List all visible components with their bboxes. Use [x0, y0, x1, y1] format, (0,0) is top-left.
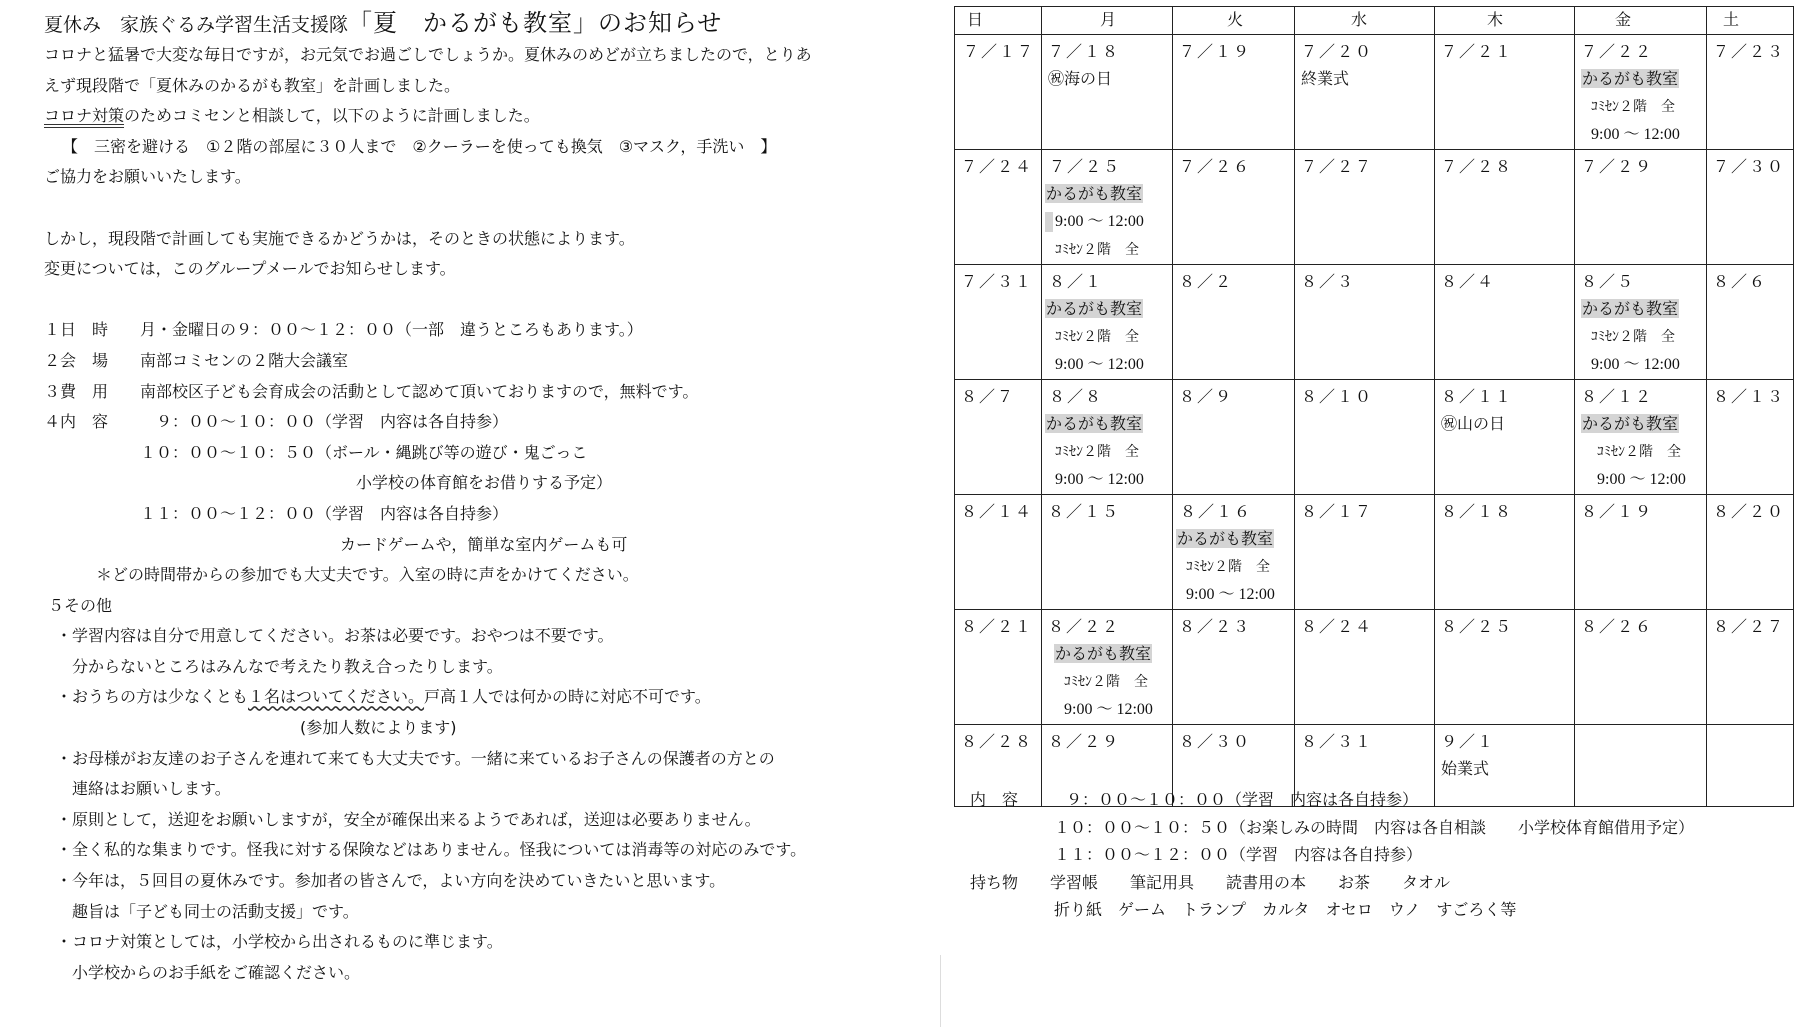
- holiday-note: ㊗海の日: [1048, 69, 1113, 88]
- date: ８／２８: [961, 732, 1034, 751]
- weekday-fri: 金: [1575, 7, 1707, 35]
- summary-content-3: １１：００～１２：００（学習 内容は各自持参）: [1054, 845, 1423, 865]
- calendar-week: [955, 35, 1794, 150]
- item-cost: ３費 用 南部校区子ども会育成会の活動として認めて頂いておりますので，無料です。: [44, 381, 699, 401]
- item-date: １日 時 月・金曜日の９：００～１２：００（一部 違うところもあります。）: [44, 320, 643, 340]
- date: ７／３０: [1713, 157, 1786, 176]
- class-venue: ｺﾐｾﾝ２階 全: [1186, 559, 1270, 575]
- date: ７／３１: [961, 272, 1034, 291]
- date: ８／２３: [1179, 617, 1252, 636]
- date: ７／１８: [1048, 42, 1121, 61]
- other-3b: 連絡はお願いします。: [72, 779, 231, 799]
- class-label: かるがも教室: [1046, 299, 1143, 318]
- date: ７／１９: [1179, 42, 1252, 61]
- class-time: 9:00 ～ 12:00: [1055, 471, 1144, 488]
- class-label: かるがも教室: [1055, 644, 1152, 663]
- summary-content-2: １０：００～１０：５０（お楽しみの時間 内容は各自相談 小学校体育館借用予定）: [1054, 817, 1695, 837]
- date: ８／８: [1049, 387, 1104, 406]
- class-time: 9:00 ～ 12:00: [1064, 701, 1153, 718]
- date: ８／２７: [1713, 617, 1786, 636]
- summary-content-1: 内 容 ９：００～１０：００（学習 内容は各自持参）: [970, 790, 1419, 809]
- date: ８／２: [1179, 272, 1234, 291]
- date: ７／２７: [1301, 157, 1374, 176]
- date: ８／１８: [1441, 502, 1514, 521]
- class-time: 9:00 ～ 12:00: [1591, 356, 1680, 373]
- date: ８／５: [1581, 272, 1636, 291]
- item-venue: ２会 場 南部コミセンの２階大会議室: [44, 350, 349, 370]
- date: ８／２２: [1048, 617, 1121, 636]
- date: ８／１１: [1441, 387, 1514, 406]
- date: ８／１５: [1048, 502, 1121, 521]
- date: ８／１４: [961, 502, 1034, 521]
- item-content: ４内 容 ９：００～１０：００（学習 内容は各自持参）: [44, 412, 509, 432]
- date: ８／４: [1441, 272, 1496, 291]
- class-time: 9:00 ～ 12:00: [1591, 126, 1680, 143]
- other-6a: ・今年は，５回目の夏休みです。参加者の皆さんで，よい方向を決めていきたいと思います。: [56, 871, 726, 891]
- highlight-mark: [1045, 212, 1053, 232]
- schedule-summary: [970, 786, 1790, 924]
- other-7a: ・コロナ対策としては，小学校から出されるものに準じます。: [56, 932, 503, 952]
- date: ８／１９: [1581, 502, 1654, 521]
- class-label: かるがも教室: [1582, 414, 1679, 433]
- intro-line-3-rest: のためコミセンと相談して，以下のように計画しました。: [124, 106, 540, 126]
- class-time: 9:00 ～ 12:00: [1055, 356, 1144, 373]
- covid-measures-text: コロナ対策: [44, 106, 125, 126]
- title-main: 「夏 かるがも教室」のお知らせ: [348, 9, 723, 37]
- other-2-a: ・おうちの方は少なくとも: [56, 687, 249, 707]
- weekday-wed: 水: [1295, 7, 1435, 35]
- weekday-thu: 木: [1435, 7, 1575, 35]
- date: ７／２６: [1179, 157, 1252, 176]
- item-content-note: ＊どの時間帯からの参加でも大丈夫です。入室の時に声をかけてください。: [96, 565, 639, 585]
- date: ７／２８: [1441, 157, 1514, 176]
- other-1b: 分からないところはみんなで考えたり教え合ったりします。: [72, 656, 503, 676]
- date: ８／７: [961, 387, 1016, 406]
- date: ８／３０: [1179, 732, 1252, 751]
- calendar-header-row: [955, 7, 1794, 35]
- page-divider: [940, 955, 941, 1027]
- weekday-mon: 月: [1042, 7, 1173, 35]
- date: ８／１２: [1581, 387, 1654, 406]
- date: ７／２２: [1581, 42, 1654, 61]
- date: ８／１: [1049, 272, 1104, 291]
- class-venue: ｺﾐｾﾝ２階 全: [1064, 674, 1148, 690]
- date: ７／２９: [1581, 157, 1654, 176]
- class-venue: ｺﾐｾﾝ２階 全: [1055, 329, 1139, 345]
- other-1a: ・学習内容は自分で用意してください。お茶は必要です。おやつは不要です。: [56, 626, 614, 646]
- note-line-1: しかし，現段階で計画しても実施できるかどうかは，そのときの状態によります。: [44, 228, 635, 248]
- weekday-sat: 土: [1707, 7, 1794, 35]
- date: ８／１０: [1301, 387, 1374, 406]
- date: ８／２６: [1581, 617, 1654, 636]
- class-time: 9:00 ～ 12:00: [1055, 213, 1144, 230]
- holiday-note: ㊗山の日: [1441, 414, 1506, 433]
- calendar-week: [955, 150, 1794, 265]
- class-venue: ｺﾐｾﾝ２階 全: [1591, 99, 1675, 115]
- class-venue: ｺﾐｾﾝ２階 全: [1055, 242, 1139, 258]
- date: ８／１７: [1301, 502, 1374, 521]
- date: ８／３１: [1301, 732, 1374, 751]
- title-prefix: 夏休み 家族ぐるみ学習生活支援隊: [44, 14, 349, 36]
- date: ８／２９: [1048, 732, 1121, 751]
- date: ９／１: [1441, 732, 1496, 751]
- date: ８／２４: [1301, 617, 1374, 636]
- item-content-5: カードゲームや，簡単な室内ゲームも可: [340, 534, 628, 554]
- class-time: 9:00 ～ 12:00: [1597, 471, 1686, 488]
- rules-line: 【 三密を避ける ①２階の部屋に３０人まで ②クーラーを使っても換気 ③マスク，手洗い 】: [62, 136, 777, 156]
- date: ８／２１: [961, 617, 1034, 636]
- notice-document: [44, 8, 924, 988]
- empty-cell: [1575, 725, 1706, 729]
- other-2-d: (参加人数によります): [300, 718, 457, 738]
- summary-items-1: 持ち物 学習帳 筆記用具 読書用の本 お茶 タオル: [970, 872, 1451, 892]
- item-content-2: １０：００～１０：５０（ボール・縄跳び等の遊び・鬼ごっこ: [140, 442, 588, 462]
- other-2: [44, 682, 924, 713]
- date: ８／３: [1301, 272, 1356, 291]
- date: ７／２３: [1713, 42, 1786, 61]
- date: ７／１７: [962, 42, 1035, 61]
- date: ８／１６: [1180, 502, 1253, 521]
- other-2-emphasis: １名はついてください。: [248, 687, 425, 707]
- class-label: かるがも教室: [1046, 184, 1143, 203]
- intro-line-1: コロナと猛暑で大変な毎日ですが，お元気でお過ごしでしょうか。夏休みのめどが立ちましたので，とりあ: [44, 45, 812, 64]
- calendar-week: [955, 380, 1794, 495]
- intro-line-3: [44, 101, 924, 132]
- other-7b: 小学校からのお手紙をご確認ください。: [72, 962, 361, 982]
- class-label: かるがも教室: [1177, 529, 1274, 548]
- weekday-tue: 火: [1173, 7, 1295, 35]
- other-2-c: 戸高１人では何かの時に対応不可です。: [424, 687, 711, 707]
- calendar-week: [955, 495, 1794, 610]
- other-5: ・全く私的な集まりです。怪我に対する保険などはありません。怪我については消毒等の対応のみです。: [56, 840, 807, 860]
- class-venue: ｺﾐｾﾝ２階 全: [1591, 329, 1675, 345]
- event-note: 始業式: [1441, 759, 1490, 778]
- calendar-week: [955, 610, 1794, 725]
- date: ８／６: [1713, 272, 1768, 291]
- event-note: 終業式: [1301, 69, 1350, 88]
- class-venue: ｺﾐｾﾝ２階 全: [1055, 444, 1139, 460]
- summer-calendar: [954, 6, 1794, 807]
- empty-cell: [1707, 725, 1793, 729]
- request-line: ご協力をお願いいたします。: [44, 167, 251, 187]
- item-content-4: １１：００～１２：００（学習 内容は各自持参）: [140, 503, 509, 523]
- other-3a: ・お母様がお友達のお子さんを連れて来ても大丈夫です。一緒に来ているお子さんの保護者の方との: [56, 748, 775, 768]
- item-content-3: 小学校の体育館をお借りする予定）: [356, 473, 613, 493]
- other-6b: 趣旨は「子ども同士の活動支援」です。: [72, 901, 359, 921]
- class-label: かるがも教室: [1046, 414, 1143, 433]
- class-label: かるがも教室: [1582, 69, 1679, 88]
- intro-line-2: えず現段階で「夏休みのかるがも教室」を計画しました。: [44, 75, 461, 95]
- notice-title: [44, 8, 924, 40]
- date: ８／１３: [1713, 387, 1786, 406]
- date: ７／２０: [1301, 42, 1374, 61]
- date: ７／２４: [961, 157, 1034, 176]
- summary-items-2: 折り紙 ゲーム トランプ カルタ オセロ ウノ すごろく等: [1054, 900, 1517, 920]
- item-other: ５その他: [48, 595, 113, 615]
- class-time: 9:00 ～ 12:00: [1186, 586, 1275, 603]
- date: ７／２１: [1441, 42, 1514, 61]
- date: ８／２５: [1441, 617, 1514, 636]
- date: ８／９: [1179, 387, 1234, 406]
- other-4: ・原則として，送迎をお願いしますが，安全が確保出来るようであれば，送迎は必要ありません。: [56, 809, 761, 829]
- class-label: かるがも教室: [1582, 299, 1679, 318]
- date: ７／２５: [1049, 157, 1122, 176]
- note-line-2: 変更については，このグループメールでお知らせします。: [44, 259, 456, 279]
- weekday-sun: 日: [955, 7, 1042, 35]
- class-venue: ｺﾐｾﾝ２階 全: [1597, 444, 1681, 460]
- date: ８／２０: [1713, 502, 1786, 521]
- calendar-week: [955, 265, 1794, 380]
